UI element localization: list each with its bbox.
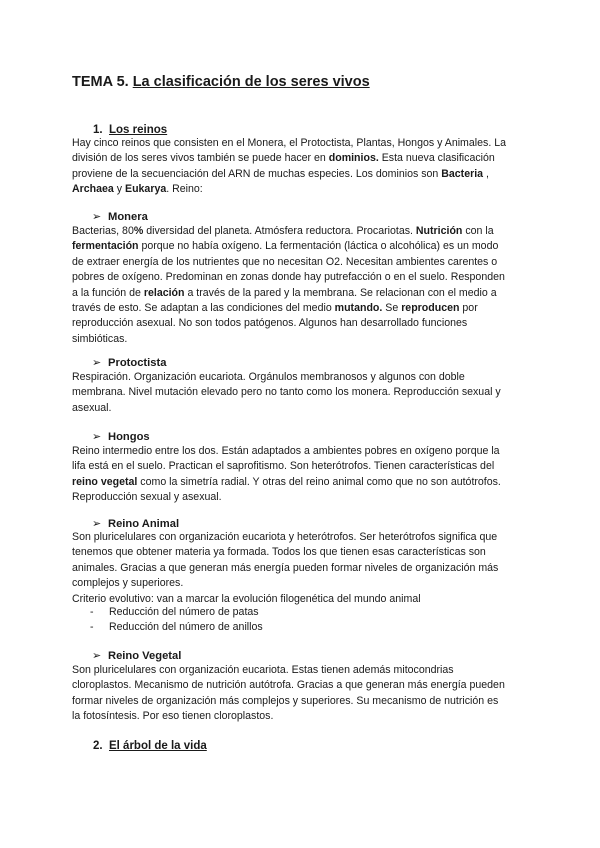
subheading-label: Hongos: [108, 431, 150, 443]
text-line: la fotosíntesis. Por eso tienen cloroplastos.: [72, 710, 274, 723]
section-label: Los reinos: [109, 124, 168, 136]
text-line: membrana. Nivel mutación elevado pero no tanto como los monera. Reproducción sexual y: [72, 386, 501, 399]
arrow-bullet-icon: ➢: [92, 211, 102, 223]
subheading-hongos: [92, 430, 150, 443]
subheading-reino-vegetal: [92, 649, 181, 662]
paragraph-reino-animal: [72, 530, 532, 607]
arrow-bullet-icon: ➢: [92, 357, 102, 369]
subheading-label: Reino Vegetal: [108, 650, 182, 662]
text-line: cloroplastos. Mecanismo de nutrición autótrofa. Gracias a que generan más energía pueden: [72, 679, 505, 692]
dash-bullet-icon: -: [90, 621, 94, 633]
dash-bullet-icon: -: [90, 606, 94, 618]
subheading-protoctista: [92, 356, 166, 369]
text-line: formar niveles de organización más complejos y superiores. Su mecanismo de nutrición es: [72, 694, 499, 707]
bold-term: Eukarya: [125, 183, 167, 196]
text-line: Respiración. Organización eucariota. Orgánulos membranosos y algunos con doble: [72, 371, 465, 383]
title-subtitle: La clasificación de los seres vivos: [132, 74, 370, 90]
subheading-monera: [92, 210, 148, 223]
text-line: fermentación porque no había oxígeno. La fermentación (láctica o alcohólica) es un modo: [72, 240, 499, 253]
text-line: proviene de la secuenciación del ARN de muchas especies. Los dominios son Bacteria ,: [72, 167, 489, 180]
arrow-bullet-icon: ➢: [92, 518, 102, 530]
text-line: Son pluricelulares con organización eucariota y heterótrofos. Ser heterótrofos significa que: [72, 531, 498, 543]
subheading-reino-animal: [92, 517, 179, 530]
paragraph-reinos: [72, 136, 532, 198]
bold-term: relación: [143, 286, 185, 299]
text-line: lifa está en el suelo. Practican el saprofitismo. Son heterótrofos. Tienen características del: [72, 460, 495, 473]
text-line: a la función de relación a través de la pared y la membrana. Se relacionan con el medio a: [72, 286, 497, 299]
bold-term: fermentación: [72, 240, 139, 253]
bold-term: dominios.: [328, 152, 379, 165]
bold-term: %: [133, 225, 144, 237]
paragraph-protoctista: [72, 370, 532, 416]
page-title: [72, 74, 370, 90]
text-line: Archaea y Eukarya. Reino:: [72, 183, 203, 196]
paragraph-reino-vegetal: [72, 663, 532, 725]
title-number: TEMA 5.: [72, 74, 129, 90]
paragraph-monera: [72, 224, 532, 347]
arrow-bullet-icon: ➢: [92, 650, 102, 662]
subheading-label: Protoctista: [108, 357, 167, 369]
text-line: tenemos que obtener materia ya formada. Todos los que tienen esas características son: [72, 546, 486, 559]
list-item: [90, 606, 259, 618]
text-line: simbióticas.: [72, 332, 128, 345]
bold-term: reproducen: [401, 302, 460, 315]
subheading-label: Monera: [108, 211, 148, 223]
subheading-label: Reino Animal: [108, 518, 180, 530]
text-line: Criterio evolutivo: van a marcar la evolución filogenética del mundo animal: [72, 592, 421, 605]
section-number: 1.: [93, 124, 103, 136]
bold-term: Bacteria: [441, 167, 484, 180]
text-line: reino vegetal como la simetría radial. Y otras del reino animal como que no son autótrofos.: [72, 475, 501, 488]
text-line: división de los seres vivos también se puede hacer en dominios. Esta nueva clasificación: [72, 152, 495, 165]
bold-term: reino vegetal: [72, 475, 138, 488]
bold-term: mutando.: [334, 302, 383, 315]
section-label: El árbol de la vida: [109, 740, 207, 752]
text-line: de extraer energía de los nutrientes que no necesitan O2. Necesitan ambientes carentes o: [72, 255, 498, 268]
list-item-text: Reducción del número de anillos: [109, 621, 263, 633]
section-heading-arbol: [93, 740, 207, 752]
section-heading-reinos: [93, 124, 167, 136]
list-item: [90, 621, 263, 633]
text-line: Son pluricelulares con organización eucariota. Estas tienen además mitocondrias: [72, 664, 454, 676]
text-line: reproducción asexual. No son todos patógenos. Algunos han desarrollado funciones: [72, 317, 468, 330]
bold-term: Nutrición: [415, 225, 463, 237]
bold-term: Archaea: [72, 183, 114, 196]
text-line: Bacterias, 80% diversidad del planeta. Atmósfera reductora. Procariotas. Nutrición con la: [72, 225, 494, 237]
text-line: complejos y superiores.: [72, 577, 184, 590]
paragraph-hongos: [72, 444, 532, 506]
text-line: Reino intermedio entre los dos. Están adaptados a ambientes pobres en oxígeno porque la: [72, 445, 500, 457]
text-line: Reproducción sexual y asexual.: [72, 491, 222, 504]
text-line: asexual.: [72, 401, 112, 414]
text-line: animales. Gracias a que generan más energía pueden formar niveles de organización más: [72, 561, 499, 574]
list-item-text: Reducción del número de patas: [109, 606, 259, 618]
text-line: pobres de oxígeno. Predominan en zonas donde hay putrefacción o en el suelo. Responden: [72, 271, 505, 284]
text-line: través de esto. Se adaptan a las condiciones del medio mutando. Se reproducen por: [72, 302, 478, 315]
section-number: 2.: [93, 740, 103, 752]
text-line: Hay cinco reinos que consisten en el Monera, el Protoctista, Plantas, Hongos y Animales. La: [72, 137, 506, 149]
arrow-bullet-icon: ➢: [92, 431, 102, 443]
